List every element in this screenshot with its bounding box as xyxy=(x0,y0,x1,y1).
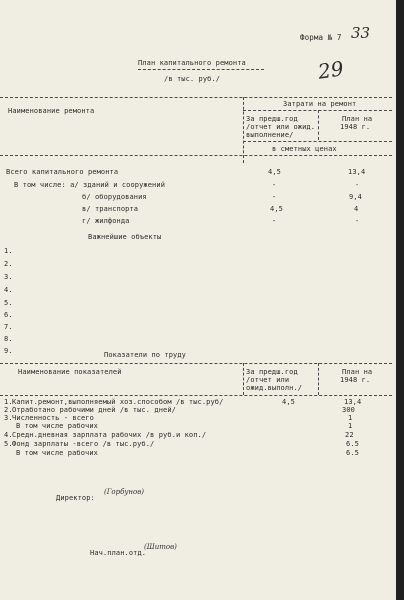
table2-row-prev: 4,5 xyxy=(282,398,295,406)
scan-edge xyxy=(396,0,404,600)
table2-row-label: Капит.ремонт,выполняемый хоз.способом /в тыс.руб/ xyxy=(12,398,224,406)
labor-section-title: Показатели по труду xyxy=(104,351,186,359)
table2-row-label: Средн.дневная зарплата рабочих /в руб.и коп./ xyxy=(12,431,207,439)
table2-row-label: Отработано рабочими дней /в тыс. дней/ xyxy=(12,406,176,414)
director-signature-text: Горбунов xyxy=(106,488,142,496)
object-number: 1. xyxy=(4,247,13,255)
object-number: 8. xyxy=(4,335,13,343)
document-title: План капитального ремонта xyxy=(138,59,246,67)
table1-header-prev-1: За предш.год xyxy=(246,115,298,123)
handwritten-mark: 29 xyxy=(316,56,345,84)
table2-row-number: 5. xyxy=(4,440,13,448)
table1-row-housing-plan: - xyxy=(355,217,360,225)
table1-top-rule xyxy=(0,97,392,98)
table1-row-transport-prev: 4,5 xyxy=(270,205,283,213)
table2-row-plan: 22 xyxy=(345,431,354,439)
table1-col-divider xyxy=(318,110,319,140)
table2-row-plan: 6.5 xyxy=(346,449,359,457)
object-number: 7. xyxy=(4,323,13,331)
table1-prices-rule xyxy=(243,141,392,142)
table1-row-transport-label: в/ транспорта xyxy=(82,205,139,213)
table1-row-total-plan: 13,4 xyxy=(348,168,366,176)
table2-top-rule xyxy=(0,363,392,364)
table2-row-plan: 6.5 xyxy=(346,440,359,448)
table2-row-number: 4. xyxy=(4,431,13,439)
object-number: 4. xyxy=(4,286,13,294)
table1-row-total-label: Всего капитального ремонта xyxy=(6,168,119,176)
planning-label: Нач.план.отд. xyxy=(90,549,147,557)
table2-header-bottom-rule xyxy=(0,395,392,396)
handwritten-page-number: 33 xyxy=(351,24,371,42)
table1-header-prev-3: выполнение/ xyxy=(246,131,294,139)
table2-name-divider xyxy=(243,363,244,395)
table1-name-divider xyxy=(243,97,244,163)
table2-row-label: Численность - всего xyxy=(12,414,94,422)
table1-row-equipment-plan: 9,4 xyxy=(349,193,362,201)
object-number: 3. xyxy=(4,273,13,281)
table1-row-buildings-prev: - xyxy=(272,181,277,189)
table1-header-prev-2: /отчет или ожид. xyxy=(246,123,316,131)
table1-row-housing-prev: - xyxy=(272,217,277,225)
table2-row-plan: 1 xyxy=(348,414,353,422)
object-number: 6. xyxy=(4,311,13,319)
director-label: Директор: xyxy=(56,494,95,502)
table1-header-name: Наименование ремонта xyxy=(8,107,95,115)
table1-row-equipment-label: б/ оборудования xyxy=(82,193,147,201)
table2-row-plan: 300 xyxy=(342,406,355,414)
table2-row-plan: 13,4 xyxy=(344,398,362,406)
table2-row-number: 3. xyxy=(4,414,13,422)
table2-row-label: В том числе рабочих xyxy=(16,449,98,457)
table2-header-prev-1: За предш.год xyxy=(246,368,298,376)
table2-header-prev-3: ожид.выполн./ xyxy=(246,384,303,392)
table1-header-plan-2: 1948 г. xyxy=(340,123,371,131)
table2-row-number: 2. xyxy=(4,406,13,414)
important-objects-heading: Важнейшие объекты xyxy=(88,233,162,241)
document-units: /в тыс. руб./ xyxy=(164,75,221,83)
object-number: 2. xyxy=(4,260,13,268)
table2-row-plan: 1 xyxy=(348,422,353,430)
table1-row-total-prev: 4,5 xyxy=(268,168,281,176)
object-number: 9. xyxy=(4,347,13,355)
table1-row-transport-plan: 4 xyxy=(354,205,359,213)
table2-header-plan-2: 1948 г. xyxy=(340,376,371,384)
object-number: 5. xyxy=(4,299,13,307)
table1-row-buildings-plan: - xyxy=(355,181,360,189)
table1-row-buildings-label: В том числе: а/ зданий и сооружений xyxy=(14,181,166,189)
table2-row-label: Фонд зарплаты -всего /в тыс.руб./ xyxy=(12,440,155,448)
form-label: Форма № 7 xyxy=(300,33,342,42)
director-signature: (Горбунов) xyxy=(104,488,145,496)
table2-col-divider xyxy=(318,363,319,395)
table1-row-housing-label: г/ жилфонда xyxy=(82,217,130,225)
table1-row-equipment-prev: - xyxy=(272,193,277,201)
table2-header-prev-2: /отчет или xyxy=(246,376,290,384)
table1-header-plan-1: План на xyxy=(342,115,373,123)
title-underline xyxy=(138,69,264,70)
table2-row-label: В том числе рабочих xyxy=(16,422,98,430)
table1-header-prices: в сметных ценах xyxy=(272,145,337,153)
table1-header-bottom-rule xyxy=(0,155,392,156)
table2-header-name: Наименование показателей xyxy=(18,368,122,376)
table2-header-plan-1: План на xyxy=(342,368,373,376)
table2-row-number: 1. xyxy=(4,398,13,406)
planning-signature: (Шитов) xyxy=(144,543,177,551)
planning-signature-text: Шитов xyxy=(146,543,175,551)
table1-header-group: Затрати на ремонт xyxy=(283,100,357,108)
